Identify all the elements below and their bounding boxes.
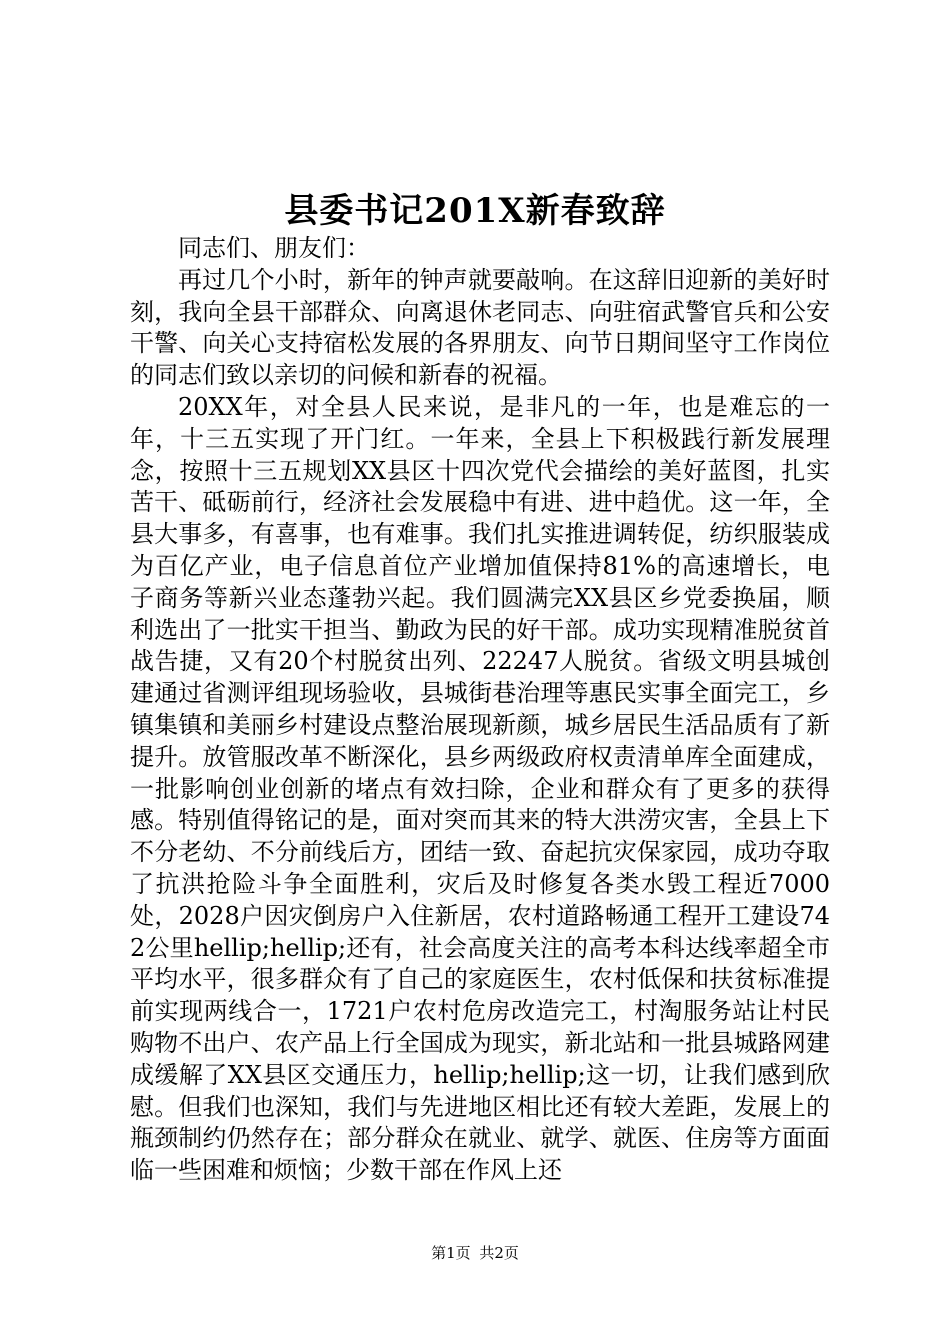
paragraph-1: 再过几个小时，新年的钟声就要敲响。在这辞旧迎新的美好时刻，我向全县干部群众、向离退休老同志、向驻宿武警官兵和公安干警、向关心支持宿松发展的各界朋友、向节日期间坚守工作岗位的同志们致以亲切的问候和新春的祝福。 [130, 265, 830, 390]
document-title: 县委书记201X新春致辞 [284, 191, 666, 231]
page-footer [0, 1242, 950, 1264]
document-body [130, 233, 830, 1187]
paragraph-2: 20XX年，对全县人民来说，是非凡的一年，也是难忘的一年，十三五实现了开门红。一年来，全县上下积极践行新发展理念，按照十三五规划XX县区十四次党代会描绘的美好蓝图，扎实苦干、砥砺前行，经济社会发展稳中有进、进中趋优。这一年，全县大事多，有喜事，也有难事。我们扎实推进调转促，纺织服装成为百亿产业，电子信息首位产业增加值保持81%的高速增长，电子商务等新兴业态蓬勃兴起。我们圆满完XX县区乡党委换届，顺利选出了一批实干担当、勤政为民的好干部。成功实现精准脱贫首战告捷，又有20个村脱贫出列、22247人脱贫。省级文明县城创建通过省测评组现场验收，县城街巷治理等惠民实事全面完工，乡镇集镇和美丽乡村建设点整治展现新颜，城乡居民生活品质有了新提升。放管服改革不断深化，县乡两级政府权责清单库全面建成，一批影响创业创新的堵点有效扫除，企业和群众有了更多的获得感。特别值得铭记的是，面对突而其来的特大洪涝灾害，全县上下不分老幼、不分前线后方，团结一致、奋起抗灾保家园，成功夺取了抗洪抢险斗争全面胜利，灾后及时修复各类水毁工程近7000处，2028户因灾倒房户入住新居，农村道路畅通工程开工建设742公里hellip;hellip;还有，社会高度关注的高考本科达线率超全市平均水平，很多群众有了自己的家庭医生，农村低保和扶贫标准提前实现两线合一，1721户农村危房改造完工，村淘服务站让村民购物不出户、农产品上行全国成为现实，新北站和一批县城路网建成缓解了XX县区交通压力，hellip;hellip;这一切，让我们感到欣慰。但我们也深知，我们与先进地区相比还有较大差距，发展上的瓶颈制约仍然存在；部分群众在就业、就学、就医、住房等方面面临一些困难和烦恼；少数干部在作风上还 [130, 392, 830, 1185]
greeting: 同志们、朋友们： [178, 234, 370, 262]
page-number-total: 共2页 [479, 1244, 519, 1262]
page-number-current: 第1页 [431, 1244, 471, 1262]
